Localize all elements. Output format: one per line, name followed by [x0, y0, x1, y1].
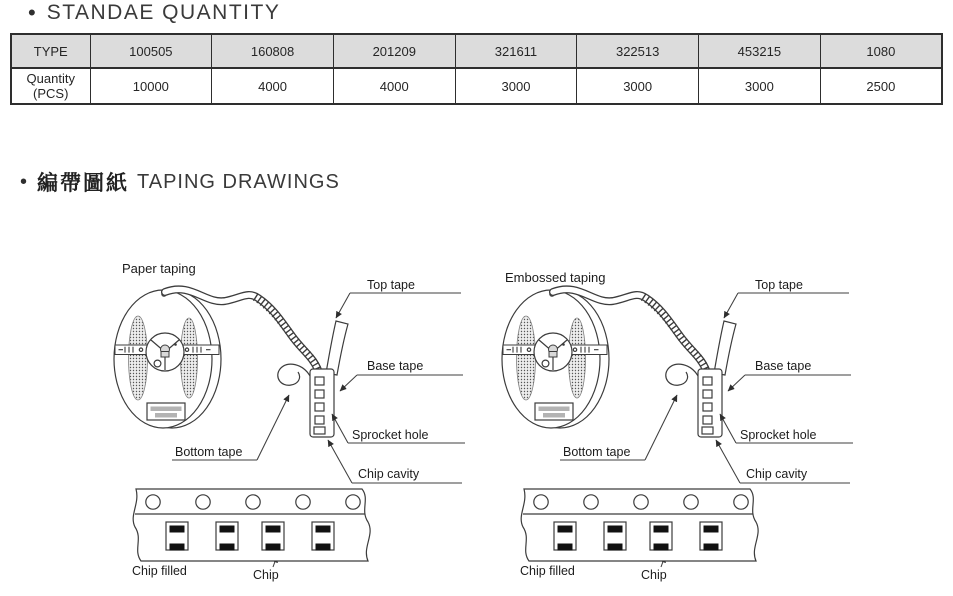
bottom-tape-curl: [666, 364, 698, 385]
top-tape-flap: [326, 321, 348, 375]
table-value-cell: 2500: [820, 68, 942, 104]
label-bottom-tape: Bottom tape: [563, 445, 631, 459]
row-label-line2: (PCS): [33, 86, 69, 101]
table-value-cell: 3000: [699, 68, 821, 104]
chip: [650, 522, 672, 551]
chip: [554, 522, 576, 551]
label-sprocket-hole: Sprocket hole: [352, 428, 429, 442]
reel-label: [147, 403, 185, 420]
carrier-tape-strip: [521, 489, 758, 561]
carrier-tape-strip: [133, 489, 370, 561]
page-title-text: STANDAE QUANTITY: [46, 1, 281, 24]
label-chip: Chip: [641, 568, 667, 582]
label-sprocket-hole: Sprocket hole: [740, 428, 817, 442]
label-bottom-tape: Bottom tape: [175, 445, 243, 459]
paper-taping-diagram: [105, 258, 475, 593]
standard-quantity-table: [10, 33, 943, 105]
tape-reel: [502, 290, 609, 428]
chip: [700, 522, 722, 551]
table-header-cell: 321611: [455, 34, 577, 68]
reel-label: [535, 403, 573, 420]
bottom-tape-curl: [278, 364, 310, 385]
row-label-cell: [11, 68, 90, 104]
tape-strip: [278, 321, 348, 437]
label-chip-filled: Chip filled: [520, 564, 575, 578]
page-title: [28, 1, 280, 25]
table-header-cell: 453215: [699, 34, 821, 68]
bullet-icon: •: [28, 0, 36, 25]
label-chip-cavity: Chip cavity: [746, 467, 808, 481]
table-value-cell: 3000: [455, 68, 577, 104]
tape-reel: [114, 290, 221, 428]
embossed-taping-diagram: [493, 258, 863, 593]
table-header-cell: 100505: [90, 34, 212, 68]
table-value-cell: 10000: [90, 68, 212, 104]
label-chip-filled: Chip filled: [132, 564, 187, 578]
chip: [166, 522, 188, 551]
table-header-cell: 322513: [577, 34, 699, 68]
section-title-cjk: 編帶圖紙: [37, 172, 130, 195]
top-tape-flap: [714, 321, 736, 375]
table-header-cell: 201209: [333, 34, 455, 68]
table-header-cell: 160808: [212, 34, 334, 68]
bullet-icon: •: [20, 171, 28, 193]
label-chip: Chip: [253, 568, 279, 582]
label-chip-cavity: Chip cavity: [358, 467, 420, 481]
table-data-row: [11, 68, 942, 104]
label-base-tape: Base tape: [755, 359, 812, 373]
chip: [312, 522, 334, 551]
diagram-title: Paper taping: [122, 261, 196, 276]
table-header-cell: 1080: [820, 34, 942, 68]
label-base-tape: Base tape: [367, 359, 424, 373]
chip: [216, 522, 238, 551]
table-header-row: [11, 34, 942, 68]
section-title: [20, 167, 340, 197]
diagram-title: Embossed taping: [505, 270, 606, 285]
chip: [262, 522, 284, 551]
table-value-cell: 4000: [333, 68, 455, 104]
tape-strip: [666, 321, 736, 437]
row-label-line1: Quantity: [26, 71, 75, 86]
label-top-tape: Top tape: [755, 278, 803, 292]
table-value-cell: 4000: [212, 68, 334, 104]
section-title-en: TAPING DRAWINGS: [137, 170, 340, 193]
chip: [604, 522, 626, 551]
table-header-cell: TYPE: [11, 34, 90, 68]
label-top-tape: Top tape: [367, 278, 415, 292]
table-value-cell: 3000: [577, 68, 699, 104]
